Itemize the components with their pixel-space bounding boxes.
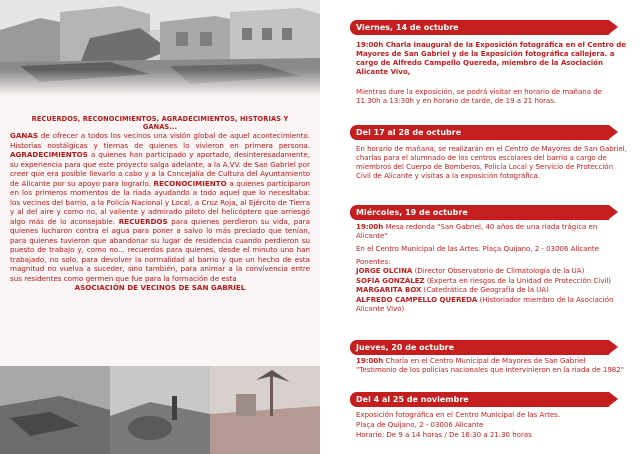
section-title-viernes-14-octubre: Viernes, 14 de octubre <box>350 20 609 35</box>
section4-paragraph: 19:00h Charla en el Centro Municipal de Mayores de San Gabriel "Testimonio de los policías nacionales que intervinieron en la riada de 1982" <box>356 357 624 374</box>
left-body-text: GANAS de ofrecer a todos los vecinos una visión global de aquel acontecimiento. Historias nostálgicas y tiernas de quienes lo vivieron en primera persona. AGRADECIMIENTOS a quienes han participado y aportado, desinteresadamente, su experiencia para que este proyecto salga adelante, a la A.VV. de San Gabriel por creer que era posible llevarlo a cabo y a la Concejalía de Cultura del Ayuntamiento de Alicante por su apoyo para lograrlo. RECONOCIMIENTO a quienes participaron en los primeros momentos de la riada ayudando a todo aquel que lo necesitaba: los vecinos del barrio, a la Policía Nacional y Local, a Cruz Roja, al Ejército de Tierra y al del aire y como no, al valiente y admirado piloto del helicóptero que arriesgó algo más de lo aconsejable. RECUERDOS para quienes perdieron su vida, para quienes lucharon contra el agua para poner a salvo lo más preciado que tenían, para quienes tuvieron que abandonar su lugar de residencia cuando perdieron su puesto de trabajo y, como no... recuerdos para quienes, desde el minuto uno han trabajado, no solo, para devolver la normalidad al barrio y que un hecho de esta magnitud no vuelva a suceder, sino también, para animar a la convivencia entre sus residentes como germen que fue para la formación de esta ASOCIACIÓN DE VECINOS DE SAN GABRIEL <box>10 131 310 292</box>
keyword-ganas: GANAS <box>10 131 39 140</box>
section-title-4-25-noviembre: Del 4 al 25 de noviembre <box>350 392 609 407</box>
speakers-label: Ponentes: <box>356 258 391 266</box>
association-signature: ASOCIACIÓN DE VECINOS DE SAN GABRIEL <box>74 283 246 292</box>
speaker-item: ALFREDO CAMPELLO QUEREDA (Historiador miembro de la Asociación Alicante Vivo) <box>356 295 614 314</box>
speaker-item: JORGE OLCINA (Director Observatorio de Climatología de la UA) <box>356 267 585 276</box>
section3-venue: En el Centro Municipal de las Artes. Plaça Quijano, 2 - 03006 Alicante <box>356 245 599 253</box>
section3-paragraph1: 19:00h Mesa redonda "San Gabriel, 40 años de una riada trágica en Alicante" <box>356 223 598 240</box>
section2-paragraph: En horario de mañana, se realizarán en el Centro de Mayores de San Gabriel, charlas para el alumnado de los centros escolares del barrio a cargo de miembros del Cuerpo de Bomberos, Policía Local y Servicio de Protección Civil de Alicante y visitas a la exposición fotográfica. <box>356 145 627 180</box>
speaker-item: MARGARITA BOX (Catedrática de Geografía de la UA) <box>356 286 549 295</box>
section1-paragraph2: Mientras dure la exposición, se podrá visitar en horario de mañana de 11:30h a 13:30h y en horario de tarde, de 19 a 21 horas. <box>356 88 602 105</box>
keyword-agradecimientos: AGRADECIMIENTOS <box>10 150 88 159</box>
section-title-jueves-20-octubre: Jueves, 20 de octubre <box>350 340 609 355</box>
right-panel <box>320 0 640 454</box>
section-title-miercoles-19-octubre: Miércoles, 19 de octubre <box>350 205 609 220</box>
section-title-17-28-octubre: Del 17 al 28 de octubre <box>350 125 609 140</box>
left-heading: RECUERDOS, RECONOCIMIENTOS, AGRADECIMIENTOS, HISTORIAS Y GANAS... <box>31 115 289 131</box>
speaker-item: SOFÍA GONZÁLEZ (Experta en riesgos de la Unidad de Protección Civil) <box>356 276 612 285</box>
keyword-reconocimiento: RECONOCIMIENTO <box>153 178 227 188</box>
bottom-photo-strip <box>0 366 320 454</box>
section5-paragraph: Exposición fotográfica en el Centro Municipal de las Artes. Plaça de Quijano, 2 - 03006 Alicante Horario: De 9 a 14 horas / De 16:30 a 21:30 horas <box>356 411 561 439</box>
section1-paragraph1: 19:00h Charla inaugural de la Exposición fotográfica en el Centro de Mayores de San Gabriel y de la Exposición fotográfica callejera. a cargo de Alfredo Campello Quereda, miembro de la Asociación Alicante Vivo, <box>356 41 626 76</box>
bottom-photo-drawing <box>0 366 320 454</box>
keyword-recuerdos: RECUERDOS <box>118 216 168 226</box>
top-photo-flood-ruins <box>0 0 320 96</box>
section3-speakers <box>356 258 628 314</box>
